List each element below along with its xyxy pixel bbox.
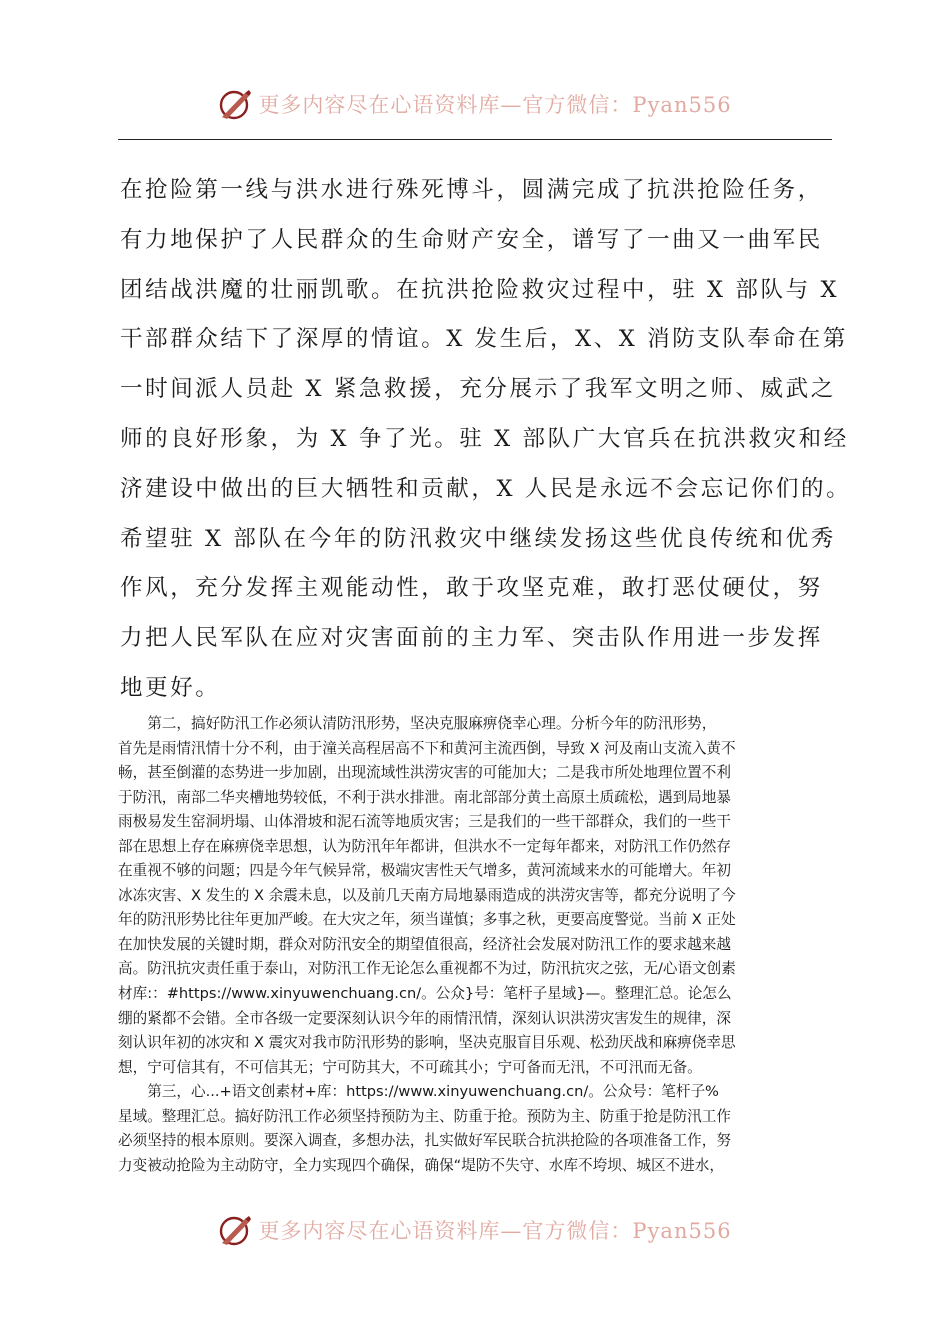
text-line: 绷的紧都不会错。全市各级一定要深刻认识今年的雨情汛情，深刻认识洪涝灾害发生的规律，深 [118, 1009, 731, 1027]
text-line: 年的防汛形势比往年更加严峻。在大灾之年，须当谨慎；多事之秋，更要高度警觉。当前 X 正处 [118, 911, 736, 929]
footer-watermark [0, 1210, 950, 1250]
text-line: 济建设中做出的巨大牺牲和贡献，X 人民是永远不会忘记你们的。 [120, 475, 852, 502]
text-line: 希望驻 X 部队在今年的防汛救灾中继续发扬这些优良传统和优秀 [120, 525, 836, 552]
pen-logo-icon [218, 1213, 252, 1247]
text-line: 在抢险第一线与洪水进行殊死博斗，圆满完成了抗洪抢险任务， [120, 177, 823, 203]
text-line: 部在思想上存在麻痹侥幸思想，认为防汛年年都讲，但洪水不一定每年都来，对防汛工作仍然存 [118, 837, 731, 855]
text-line: 想，宁可信其有，不可信其无；宁可防其大，不可疏其小；宁可备而无汛，不可汛而无备。 [118, 1058, 702, 1076]
text-line: 首先是雨情汛情十分不利，由于潼关高程居高不下和黄河主流西倒，导致 X 河及南山支流入黄不 [118, 739, 736, 757]
text-line: 力把人民军队在应对灾害面前的主力军、突击队作用进一步发挥 [120, 625, 823, 652]
text-line: 第二，搞好防汛工作必须认清防汛形势，坚决克服麻痹侥幸心理。分析今年的防汛形势， [118, 715, 717, 732]
text-line: 作风，充分发挥主观能动性，敢于攻坚克难，敢打恶仗硬仗，努 [120, 575, 823, 602]
text-line: 畅，甚至倒灌的态势进一步加剧，出现流域性洪涝灾害的可能加大；二是我市所处地理位置不利 [118, 764, 731, 782]
text-line: 师的良好形象，为 X 争了光。驻 X 部队广大官兵在抗洪救灾和经 [120, 425, 849, 452]
text-line: 在重视不够的问题；四是今年气候异常，极端灾害性天气增多，黄河流域来水的可能增大。年初 [118, 862, 731, 880]
text-line: 在加快发展的关键时期，群众对防汛安全的期望值很高，经济社会发展对防汛工作的要求越来越 [118, 935, 731, 953]
header-watermark-text: 更多内容尽在心语资料库—官方微信：Pyan556 [258, 93, 732, 117]
text-line: 干部群众结下了深厚的情谊。X 发生后，X、X 消防支队奉命在第 [120, 326, 848, 353]
text-line: 星域。整理汇总。搞好防汛工作必须坚持预防为主、防重于抢。预防为主、防重于抢是防汛工作 [118, 1107, 731, 1125]
footer-watermark-text: 更多内容尽在心语资料库—官方微信：Pyan556 [258, 1219, 732, 1243]
body-large-text [120, 166, 852, 714]
text-line: 有力地保护了人民群众的生命财产安全，谱写了一曲又一曲军民 [120, 226, 823, 253]
text-line: 第三，心...+语文创素材+库：https://www.xinyuwenchuang.cn/。公众号：笔杆子% [118, 1083, 719, 1101]
text-line: 雨极易发生窑洞坍塌、山体滑坡和泥石流等地质灾害；三是我们的一些干部群众，我们的一些干 [118, 813, 731, 831]
text-line: 必须坚持的根本原则。要深入调查，多想办法，扎实做好军民联合抗洪抢险的各项准备工作，努 [118, 1132, 731, 1150]
body-small-text [118, 712, 834, 1178]
text-line: 一时间派人员赴 X 紧急救援，充分展示了我军文明之师、威武之 [120, 376, 836, 403]
text-line: 地更好。 [120, 674, 221, 701]
text-line: 力变被动抢险为主动防守，全力实现四个确保，确保“堤防不失守、水库不垮坝、城区不进水， [118, 1156, 724, 1174]
text-line: 团结战洪魔的壮丽凯歌。在抗洪抢险救灾过程中，驻 X 部队与 X [120, 276, 840, 303]
pen-logo-icon [218, 87, 252, 121]
text-line: 冰冻灾害、X 发生的 X 余震未息，以及前几天南方局地暴雨造成的洪涝灾害等，都充分说明了今 [118, 886, 736, 904]
text-line: 于防汛，南部二华夹槽地势较低，不利于洪水排泄。南北部部分黄土高原土质疏松，遇到局地暴 [118, 788, 731, 806]
text-line: 刻认识年初的冰灾和 X 震灾对我市防汛形势的影响，坚决克服盲目乐观、松劲厌战和麻痹侥幸思 [118, 1034, 736, 1052]
header-divider [118, 139, 832, 140]
text-line: 材库:：#https://www.xinyuwenchuang.cn/。公众}号：笔杆子星域}—。整理汇总。论怎么 [118, 985, 732, 1003]
header-watermark [0, 84, 950, 124]
text-line: 高。防汛抗灾责任重于泰山，对防汛工作无论怎么重视都不为过，防汛抗灾之弦，无/心语文创素 [118, 960, 736, 978]
